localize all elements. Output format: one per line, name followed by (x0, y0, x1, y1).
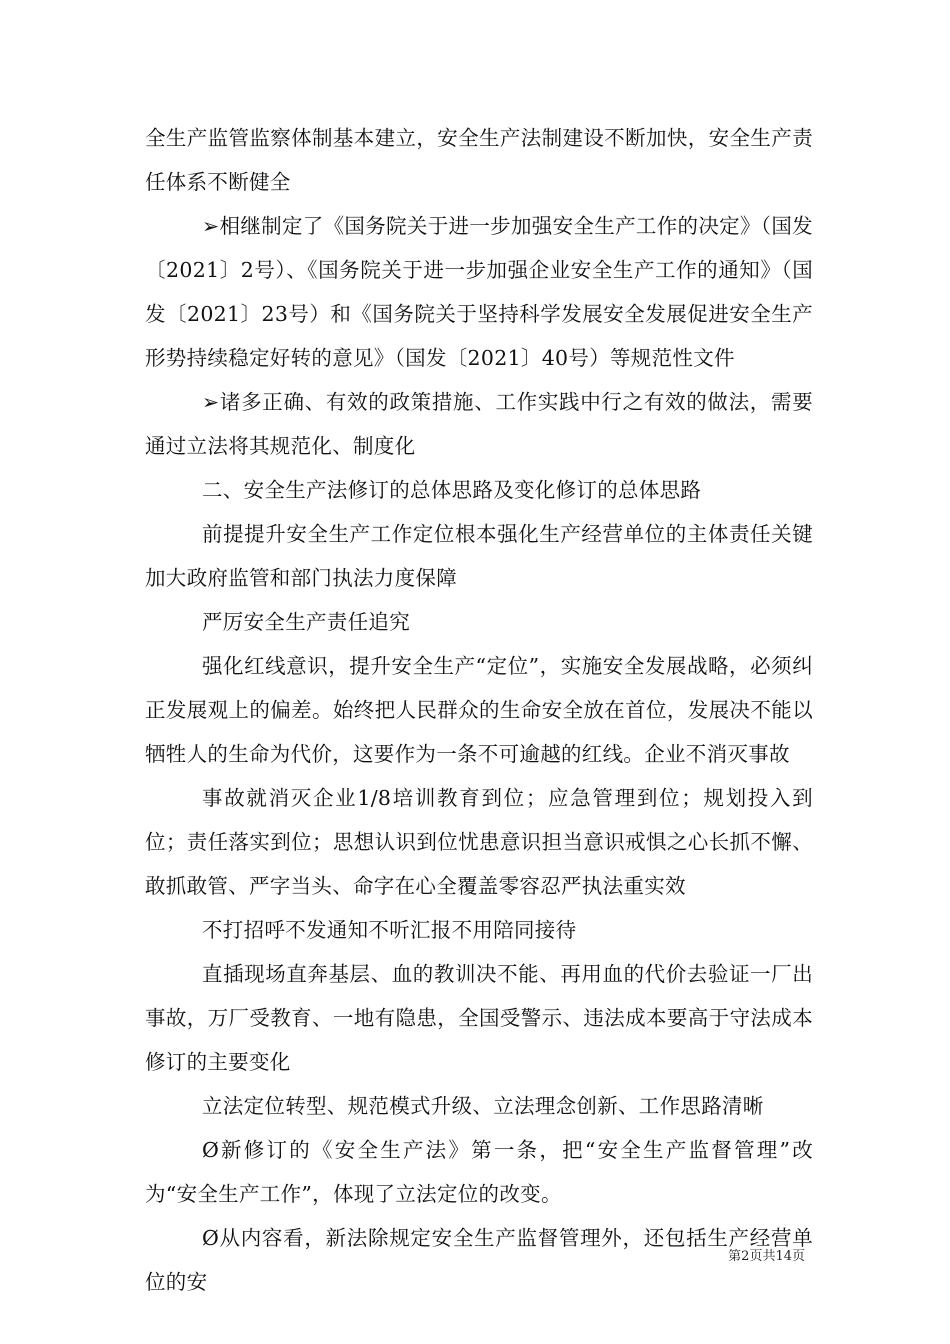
document-body (145, 116, 813, 1304)
paragraph-5: 前提提升安全生产工作定位根本强化生产经营单位的主体责任关键加大政府监管和部门执法力度保障 (145, 522, 813, 590)
paragraph-7: 强化红线意识，提升安全生产“定位”，实施安全发展战略，必须纠正发展观上的偏差。始终把人民群众的生命安全放在首位，发展决不能以牺牲人的生命为代价，这要作为一条不可逾越的红线。企业不消灭事故 (145, 654, 813, 766)
section-heading: 二、安全生产法修订的总体思路及变化修订的总体思路 (202, 478, 702, 502)
paragraph-1: 全生产监管监察体制基本建立，安全生产法制建设不断加快，安全生产责任体系不断健全 (145, 126, 813, 194)
page-number-footer: 第2页共14页 (728, 1249, 805, 1264)
paragraph-11: 立法定位转型、规范模式升级、立法理念创新、工作思路清晰 (202, 1094, 764, 1118)
paragraph-9: 不打招呼不发通知不听汇报不用陪同接待 (202, 918, 577, 942)
paragraph-2: ➢相继制定了《国务院关于进一步加强安全生产工作的决定》（国发〔2021〕2号）、《国务院关于进一步加强企业安全生产工作的通知》（国发〔2021〕23号）和《国务院关于坚持科学发展安全发展促进安全生产形势持续稳定好转的意见》（国发〔2021〕40号）等规范性文件 (145, 214, 813, 370)
paragraph-3: ➢诸多正确、有效的政策措施、工作实践中行之有效的做法，需要通过立法将其规范化、制度化 (145, 390, 813, 458)
paragraph-12: Ø新修订的《安全生产法》第一条，把“安全生产监督管理”改为“安全生产工作”，体现了立法定位的改变。 (145, 1138, 813, 1206)
paragraph-10: 直插现场直奔基层、血的教训决不能、再用血的代价去验证一厂出事故，万厂受教育、一地有隐患，全国受警示、违法成本要高于守法成本修订的主要变化 (145, 962, 813, 1074)
paragraph-6: 严厉安全生产责任追究 (202, 610, 410, 634)
paragraph-13: Ø从内容看，新法除规定安全生产监督管理外，还包括生产经营单位的安 (145, 1226, 813, 1294)
paragraph-8: 事故就消灭企业1/8培训教育到位；应急管理到位；规划投入到位；责任落实到位；思想认识到位忧患意识担当意识戒惧之心长抓不懈、敢抓敢管、严字当头、命字在心全覆盖零容忍严执法重实效 (145, 786, 813, 898)
